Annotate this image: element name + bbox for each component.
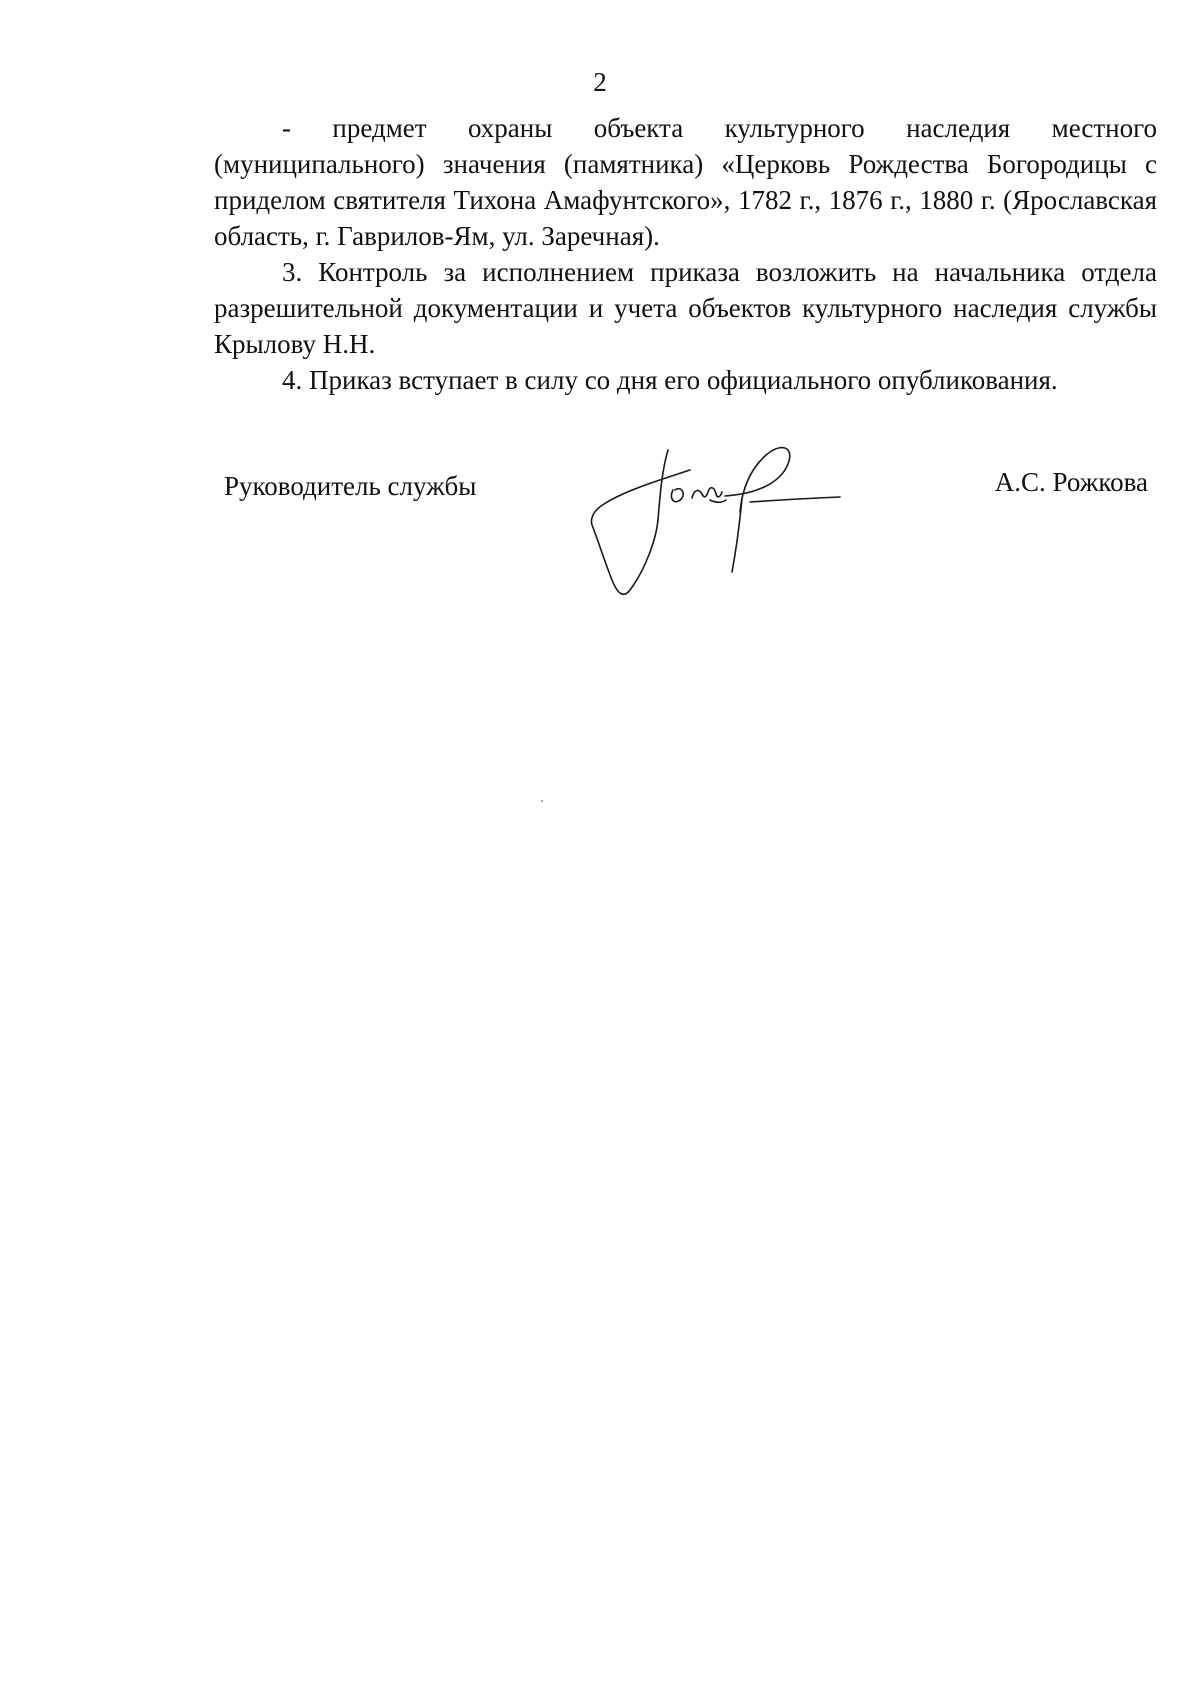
- paragraph-protection-subject: - предмет охраны объекта культурного наследия местного (муниципального) значения (памятника) «Церковь Рождества Богородицы с приделом святителя Тихона Амафунтского», 1782 г., 1876 г., 1880 г. (Ярославская область, г. Гаврилов-Ям, ул. Заречная).: [214, 113, 1157, 251]
- signer-name: А.С. Рожкова: [994, 467, 1148, 497]
- handwritten-signature: [590, 440, 870, 600]
- page-number: 2: [593, 67, 607, 97]
- paragraph-effective-date: 4. Приказ вступает в силу со дня его официального опубликования.: [282, 365, 1058, 395]
- paragraph-control-clause: 3. Контроль за исполнением приказа возложить на начальника отдела разрешительной документации и учета объектов культурного наследия службы Крылову Н.Н.: [214, 257, 1157, 359]
- signer-title: Руководитель службы: [224, 471, 477, 501]
- document-body: [214, 110, 1157, 398]
- scan-speck: [541, 800, 543, 802]
